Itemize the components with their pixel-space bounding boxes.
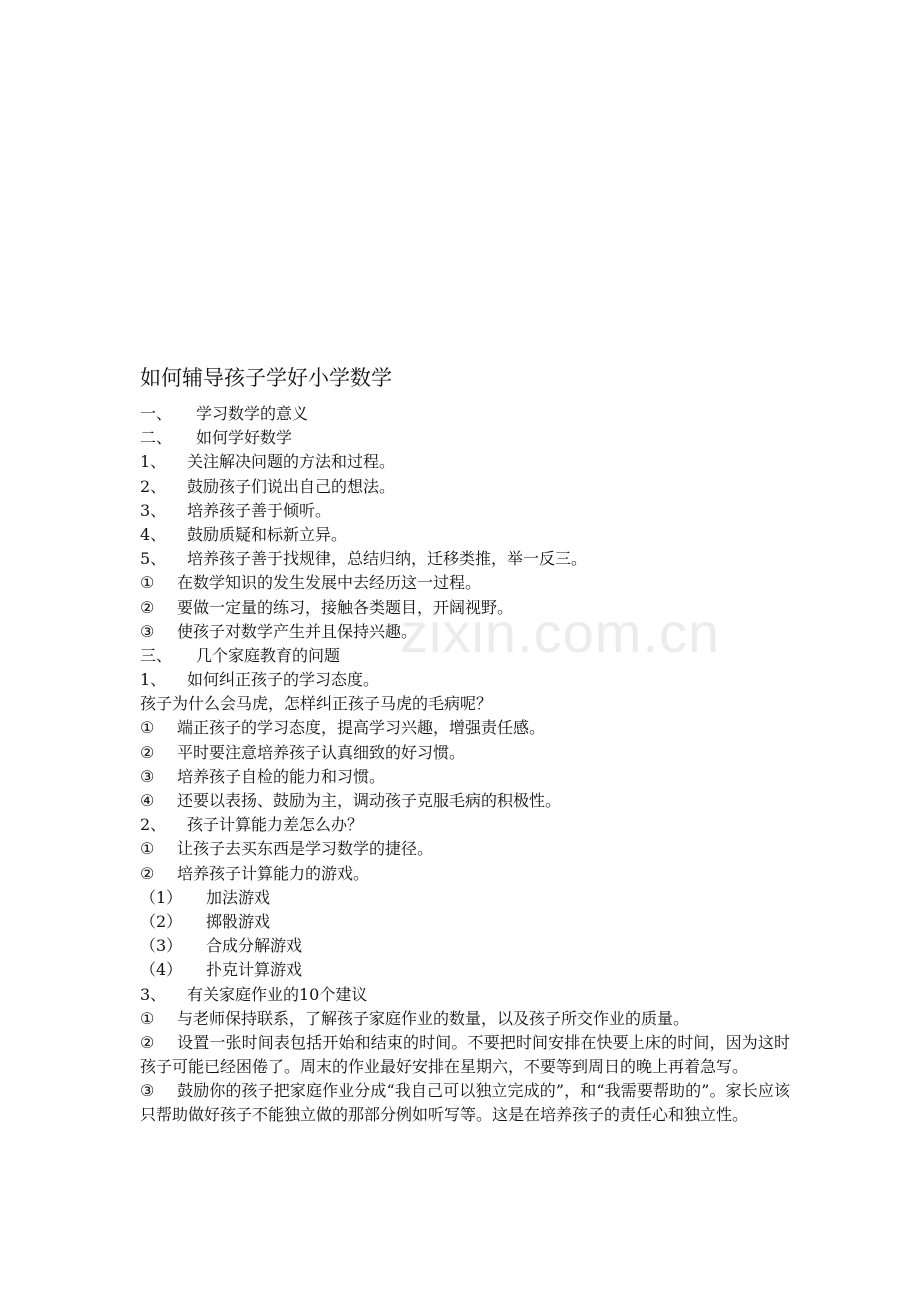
outline-item [140,716,790,740]
outline-item [140,644,790,668]
paragraph-list [140,1031,790,1128]
outline-item [140,934,790,958]
item-number: ② [140,597,155,617]
item-number: 5、 [140,549,167,569]
item-number: （4） [140,960,183,980]
outline-item [140,765,790,789]
item-number: ③ [140,621,155,641]
item-number: 3、 [140,500,167,520]
item-text: 扑克计算游戏 [206,960,303,980]
outline-item [140,692,790,716]
outline-item [140,596,790,620]
item-number: 3、 [140,984,167,1004]
outline-item [140,620,790,644]
outline-item [140,910,790,934]
paragraph-item [140,1031,790,1079]
item-text: 使孩子对数学产生并且保持兴趣。 [177,621,418,641]
item-number: ② [140,1032,155,1052]
item-text: 培养孩子自检的能力和习惯。 [177,766,386,786]
watermark: zixin.com.cn [400,601,721,664]
outline-item [140,571,790,595]
outline-item [140,813,790,837]
outline-item [140,547,790,571]
item-number: ① [140,839,155,859]
item-number: 1、 [140,452,167,472]
item-number: ③ [140,1081,155,1101]
item-text: 培养孩子计算能力的游戏。 [177,863,370,883]
item-text: 合成分解游戏 [206,936,303,956]
paragraph-text: 鼓励你的孩子把家庭作业分成“我自己可以独立完成的”，和“我需要帮助的”。家长应该只帮助做好孩子不能独立做的那部分例如听写等。这是在培养孩子的责任心和独立性。 [140,1081,790,1125]
outline-item [140,741,790,765]
item-text: 孩子计算能力差怎么办？ [187,815,364,835]
item-text: 让孩子去买东西是学习数学的捷径。 [177,839,434,859]
outline-item [140,402,790,426]
item-text: 还要以表扬、鼓励为主，调动孩子克服毛病的积极性。 [177,791,562,810]
item-text: 端正孩子的学习态度，提高学习兴趣，增强责任感。 [177,718,546,738]
item-text: 孩子为什么会马虎，怎样纠正孩子马虎的毛病呢？ [140,694,493,714]
item-text: 几个家庭教育的问题 [196,645,341,665]
item-text: 如何学好数学 [196,428,293,448]
item-text: 学习数学的意义 [196,404,309,423]
item-number: 2、 [140,476,167,496]
item-number: ① [140,1008,155,1028]
outline-item [140,523,790,547]
outline-item [140,983,790,1007]
item-number: 2、 [140,815,167,835]
item-number: （2） [140,911,183,931]
item-number: （3） [140,936,183,956]
outline-item [140,837,790,861]
paragraph-item [140,1079,790,1127]
item-text: 在数学知识的发生发展中去经历这一过程。 [177,573,482,593]
item-number: ② [140,863,155,883]
outline-item [140,886,790,910]
item-text: 加法游戏 [206,887,271,907]
item-number: ④ [140,791,155,810]
item-number: 二、 [140,428,173,448]
item-number: ① [140,718,155,738]
item-text: 培养孩子善于找规律，总结归纳，迁移类推，举一反三。 [187,549,588,569]
outline-list [140,402,790,1031]
document-page [140,363,790,1128]
item-number: ① [140,573,155,593]
item-text: 与老师保持联系，了解孩子家庭作业的数量，以及孩子所交作业的质量。 [177,1008,690,1028]
outline-item [140,862,790,886]
outline-item [140,958,790,982]
outline-item [140,426,790,450]
item-text: 关注解决问题的方法和过程。 [187,452,396,472]
item-number: 一、 [140,404,173,423]
item-text: 鼓励孩子们说出自己的想法。 [187,476,396,496]
item-number: 三、 [140,645,173,665]
item-text: 鼓励质疑和标新立异。 [187,524,348,544]
item-text: 平时要注意培养孩子认真细致的好习惯。 [177,742,466,762]
item-text: 要做一定量的练习，接触各类题目，开阔视野。 [177,597,514,617]
item-number: （1） [140,887,183,907]
outline-item [140,668,790,692]
item-text: 有关家庭作业的10个建议 [187,984,368,1004]
item-number: ③ [140,766,155,786]
outline-item [140,789,790,813]
document-title: 如何辅导孩子学好小学数学 [140,366,392,390]
item-number: 4、 [140,524,167,544]
item-text: 培养孩子善于倾听。 [187,500,332,520]
outline-item [140,475,790,499]
paragraph-text: 设置一张时间表包括开始和结束的时间。不要把时间安排在快要上床的时间，因为这时孩子可能已经困倦了。周末的作业最好安排在星期六，不要等到周日的晚上再着急写。 [140,1032,790,1077]
item-text: 如何纠正孩子的学习态度。 [187,670,380,690]
item-number: 1、 [140,670,167,690]
item-number: ② [140,742,155,762]
outline-item [140,1007,790,1031]
item-text: 掷骰游戏 [206,911,271,931]
outline-item [140,499,790,523]
outline-item [140,450,790,474]
